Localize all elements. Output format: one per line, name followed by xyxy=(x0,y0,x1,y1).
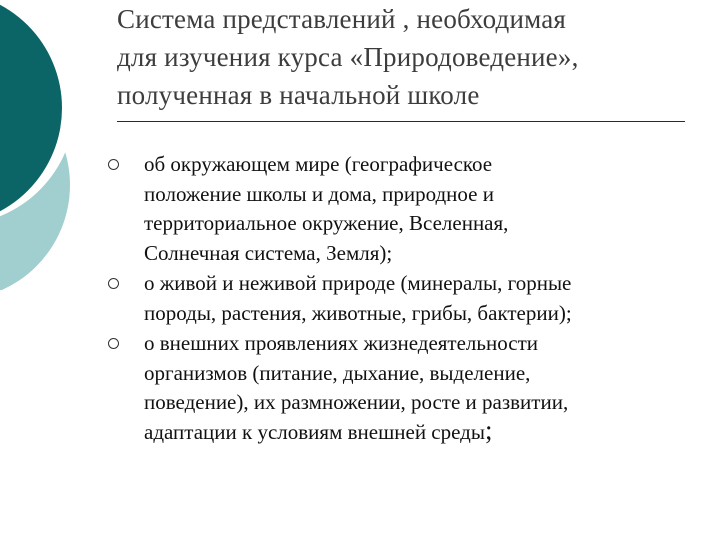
bullet-list xyxy=(108,150,688,447)
list-item xyxy=(108,329,688,447)
list-item-line: об окружающем мире (географическое xyxy=(144,152,493,176)
list-item-line: Солнечная система, Земля); xyxy=(144,240,393,265)
list-item-line: породы, растения, животные, грибы, бактерии); xyxy=(144,300,572,325)
list-item xyxy=(108,269,688,328)
list-item-line: поведение), их размножении, росте и развитии, xyxy=(144,390,569,414)
hollow-circle-icon xyxy=(108,159,119,170)
list-item-line: территориальное окружение, Вселенная, xyxy=(144,211,509,235)
title-divider xyxy=(117,121,685,122)
list-item-line: о живой и неживой природе (минералы, горные xyxy=(144,271,572,295)
list-item xyxy=(108,150,688,268)
list-item-line: положение школы и дома, природное и xyxy=(144,181,494,206)
list-item-line: организмов (питание, дыхание, выделение, xyxy=(144,360,531,385)
slide-title xyxy=(117,0,697,114)
hollow-circle-icon xyxy=(108,338,119,349)
list-item-line: о внешних проявлениях жизнедеятельности xyxy=(144,331,538,355)
decorative-circles xyxy=(0,0,90,290)
list-item-line-last xyxy=(144,414,688,448)
list-item-line-text: адаптации к условиям внешней среды xyxy=(144,419,485,444)
title-line: полученная в начальной школе xyxy=(117,80,480,110)
title-line: для изучения курса «Природоведение», xyxy=(117,42,579,72)
hollow-circle-icon xyxy=(108,278,119,289)
list-item-terminal-semicolon: ; xyxy=(484,414,493,445)
title-line: Система представлений , необходимая xyxy=(117,4,567,34)
